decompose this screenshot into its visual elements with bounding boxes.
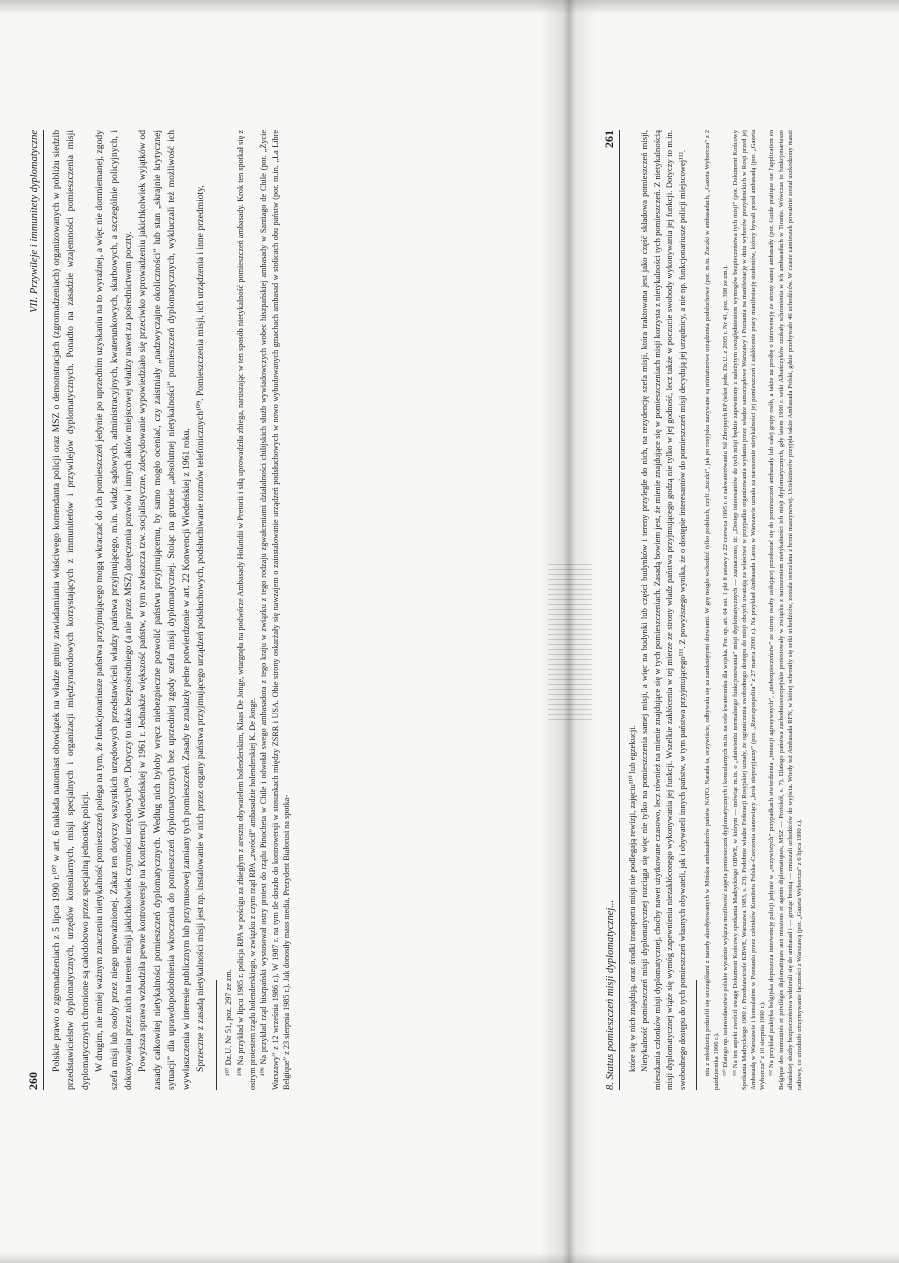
paragraph: Sprzeczne z zasadą nietykalności misji jest np. instalowanie w nich przez organy państwa przyjmującego urządzeń podsłuchowych, podsłuchiwanie rozmów telefonicznych¹⁰⁹. Pomieszczenia misji, ich urządzenia i inne przedmioty, xyxy=(195,185,207,1072)
footnote: niu z młodzieżą podzielił się szczegółami z narady akredytowanych w Mińsku ambasadorów państw NATO. Narada ta, oczywiście, odbywała się za zamkniętymi drzwiami. W grę mogło wchodzić tylko podsłuch, czyli „żuczki”, jak po rosyjsku nazywane są miniaturowe urządzenia podsłuchowe (por. m.in. Żuczki w ambasadach, „Gazeta Wyborcza” z 2 października 1996 r.). xyxy=(704,130,721,1090)
paragraph: W drugim, nie mniej ważnym znaczeniu nietykalność pomieszczeń polega na tym, że funkcjonariusze państwa przyjmującego mogą wkraczać do ich pomieszczeń jedynie po uprzednim uzyskaniu na to wyraźnej, a więc nie domniemanej, zgody szefa misji lub osoby przez niego upoważnionej. Zakaz ten dotyczy wszystkich urzędowych przedstawicieli władzy państwa przyjmującego, m.in. władz sądowych, administracyjnych, kwaterunkowych, skarbowych, a szczególnie policyjnych, i dokonywania przez nich na terenie misji jakichkolwiek czynności urzędowych¹⁰⁸. Dotyczy to także bezpośredniego (a nie przez MSZ) doręczenia pozwów i innych aktów miejscowej władzy nawet za pośrednictwem poczty. xyxy=(94,130,135,1090)
footnote: ¹⁰⁸ Na przykład w lipcu 1985 r. policja RPA w pościgu za zbiegłym z aresztu obywatelem holenderskim, Klaas De Jonge, wtargnęła na podwórze Ambasady Holandii w Pretorii i siłą uprowadziła zbiega, naruszając w ten sposób nietykalność pomieszczeń ambasady. Krok ten spotkał się z ostrym protestem rządu holenderskiego, w związku z czym rząd RPA „zwrócił” ambasadzie holenderskiej K. De Jonge. xyxy=(236,130,257,1090)
main-text xyxy=(50,130,208,1090)
footnote: ¹¹² Na przykład praktyka belgijska dopuszcza interwencję policji jedynie w „oczywistych” przypadkach stwierdzenia „intencji agresywnych”, „niebezpieczeństw” ze strony osoby usiłującej przedostać się do pomieszczeń ambasady lub całej grupy osób, a także na prośbę o interwencję ze strony samej ambasady (por. Guide pratique sur l'application en Belgique des immunités et privilèges diplomatiques aux missions et agents diplomatiques, MSZ — Protokół, s. 7). Dlatego państwa zachodnioeuropejskie protestowały w związku z naruszeniem nietykalności ich misji dyplomatycznych, gdy latem 1990 r. setki Albańczyków szukały schronienia w ich ambasadach w Tiranie. Wówczas to funkcjonariusze albańskiej służby bezpieczeństwa wdzierali się do ambasad i — grożąc bronią — zmuszali uchodźców do wyjścia. Wiedy też Ambasada RFN, w której schroniły się setki uchodźców, została ostrzelana z broni maszynowej. Uciekinierów przyjęła także Ambasada Polski, gdzie przebywało 46 uchodźców. W czasie zamieszek poważnie został uszkodzony maszt radiowy, co utrudniło utrzymywanie łączności z Warszawą (por. „Gazeta Wyborcza” z 6 lipca 1990 r.). xyxy=(768,130,804,1090)
scan-edge-top xyxy=(0,0,899,14)
page-header xyxy=(602,130,620,1090)
paragraph: które się w nich znajdują, oraz środki transportu misji nie podlegają rewizji, zajęciu¹¹⁰ lub egzekucji. xyxy=(627,725,637,1072)
footnotes xyxy=(223,130,293,1090)
main-text xyxy=(626,130,688,1090)
page-260 xyxy=(20,110,536,1110)
paragraph: Nietykalność pomieszczeń misji dyplomatycznej rozciąga się więc nie tylko na pomieszczenia samej misji, a więc na budynki lub części budynków i tereny przyległe do nich, na rezydencję szefa misji, która traktowana jest jako część składowa pomieszczeń misji, mieszkania członków misji dyplomatycznej, choćby nawet użytkowane czasowo, lecz również na mienie znajdujące się w tych pomieszczeniach. Zasadą bowiem jest, że mienie znajdujące się w pomieszczeniach misji korzysta z nietykalności tych pomieszczeń. Z nietykalnością misji dyplomatycznej wiąże się wymóg zapewnienia niezakłóconego wykonywania jej funkcji. Wszelkie zakłócenia w tej mierze ze strony władz państwa przyjmującego godzą nie tylko w jej godność, lecz także w poczucie swobody wykonywania jej funkcji. Dotyczy to m.in. swobodnego dostępu do tych pomieszczeń własnych obywateli, jak i obywateli innych państw, w tym państwa przyjmującego¹¹¹. Z powyższego wynika, że o dostępie interesantów do pomieszczeń misji decydują jej urzędnicy, a nie np. funkcjonariusze policji miejscowej¹¹². xyxy=(639,130,687,1090)
paragraph: Powyższa sprawa wzbudziła pewne kontrowersje na Konferencji Wiedeńskiej w 1961 r. Jednakże większość państw, w tym zwłaszcza tzw. socjalistyczne, zdecydowanie wypowiedziało się przeciwko wprowadzeniu jakichkolwiek wyjątków od zasady całkowitej nietykalności pomieszczeń dyplomatycznych. Według nich byłoby wręcz niebezpieczne pozwolić państwu przyjmującemu, by samo mogło oceniać, czy zaistniały „nadzwyczajne okoliczności” lub stan „skrajnie krytycznej sytuacji” dla uprawdopodobnienia wkroczenia do pomieszczeń dyplomatycznych bez uprzedniej zgody szefa misji dyplomatycznej. Stoiąc na gruncie „absolutnej nietykalności” pomieszczeń dyplomatycznych, wykluczali też możliwość ich wywłaszczenia w interesie publicznym lub przymusowej zamiany tych pomieszczeń. Zasady te znalazły pełne potwierdzenie w art. 22 Konwencji Wiedeńskiej z 1961 roku. xyxy=(137,130,192,1090)
page-header xyxy=(26,130,44,1090)
footnote: ¹⁰⁷ Dz.U. Nr 51, poz. 297 ze zm. xyxy=(224,969,234,1076)
footnote-rule xyxy=(696,980,697,1090)
paragraph: Polskie prawo o zgromadzeniach z 5 lipca 1990 r.¹⁰⁷ w art. 6 nakłada natomiast obowiązek na władze gminy zawiadamiania właściwego komendanta policji oraz MSZ o demonstracjach (zgromadzeniach) organizowanych w pobliżu siedzib przedstawicielstw dyplomatycznych, urzędów konsularnych, misji specjalnych i organizacji międzynarodowych korzystających z immunitetów i przywilejów dyplomatycznych. Ponadto na zasadzie wzajemności pomieszczenia misji dyplomatycznych chronione są całodobowo przez specjalną jednostkę policji. xyxy=(51,130,91,1090)
page-number: 261 xyxy=(602,130,616,148)
page-261 xyxy=(596,110,886,1110)
footnote: ¹⁰⁹ Na przykład rząd hiszpański wystosował ostry protest do rządu Pinocheta w Chile i odwołał swego ambasadora z tego kraju w związku z tego rodzaju zgwałceniami działalności chilijskich służb wywiadowczych wobec hiszpańskiej ambasady w Santiago de Chile (por. „Życie Warszawy” z 12 września 1986 r.). W 1987 r. na tym tle doszło do kontrowersji w stosunkach między ZSRR i USA. Obie strony oskarżały się nawzajem o zainstalowanie urządzeń podsłuchowych w nowo wybudowanych gmachach ambasad w stolicach obu państw (por. m.in. „La Libre Belgique” z 23 sierpnia 1985 r.). Jak donosiły mass media, Prezydent Białorusi na spotka- xyxy=(259,130,292,1090)
footnote-rule xyxy=(216,980,217,1090)
footnote: ¹¹⁰ Dlatego np. ustawodawstwo polskie wyraźnie wyłącza możliwość zajęcia pomieszczeń dyplomatycznych i konsularnych m.in. na cele kwaterunku dla wojska. Por. np. art. 64 ust. 1 pkt 8 ustawy z 22 czerwca 1995 r. o zakwaterowaniu Sił Zbrojnych RP (tekst jedn. Dz.U. z 2005 r. Nr 41, poz. 398 ze zm.). xyxy=(722,265,730,1076)
footnote: ¹¹¹ Na ten aspekt zwrócił uwagę Dokument Końcowy spotkania Madryckiego OBWE, w którym — mówiąc m.in. o „ułatwieniu normalnego funkcjonowania” misji dyplomatycznych — zaznaczono, iż: „Dostęp interesantów do tych misji będzie zapewniony z należytym uwzględnieniem wymogów bezpieczeństwa tych misji” (por. Dokument Końcowy Spotkania Madryckiego 1980 r. Przedstawiciele KBWE, Warszawa 1983, s. 23). Podobnie władze Federacji Rosyjskiej uznały, że ograniczenia swobodnego dostępu do misji obcych uważają za właściwe w przypadku organizowania wydania przez władze samorządowe Warszawy i Poznania na manifestację w dniu wyborów prezydenckich w Rosji przed jej Ambasadą w Warszawie i konsulatem w Poznaniu przez członków Komitetu Polska–Czeczenia stanowiący „krok nieprzyjazny” (por. „Rzeczpospolita” z 27 marca 2000 r.). Na przykład Ambasada Laosu w Warszawie uznała za naruszenie nietykalności jej pomieszczeń i zakłócenie pracy manifestację studentów, którzy bywali przed ambasadą (por. „Gazeta Wyborcza” z 10 sierpnia 1990 r.). xyxy=(731,130,767,1090)
book-spine-texture xyxy=(548,560,592,720)
running-head: VII. Przywileje i immunitety dyplomatyczne xyxy=(29,130,40,313)
footnotes xyxy=(703,130,804,1090)
running-head: 8. Status pomieszczeń misji dyplomatycznej... xyxy=(605,899,616,1090)
page-number: 260 xyxy=(26,1072,40,1090)
scan-edge-bottom xyxy=(0,1253,899,1263)
